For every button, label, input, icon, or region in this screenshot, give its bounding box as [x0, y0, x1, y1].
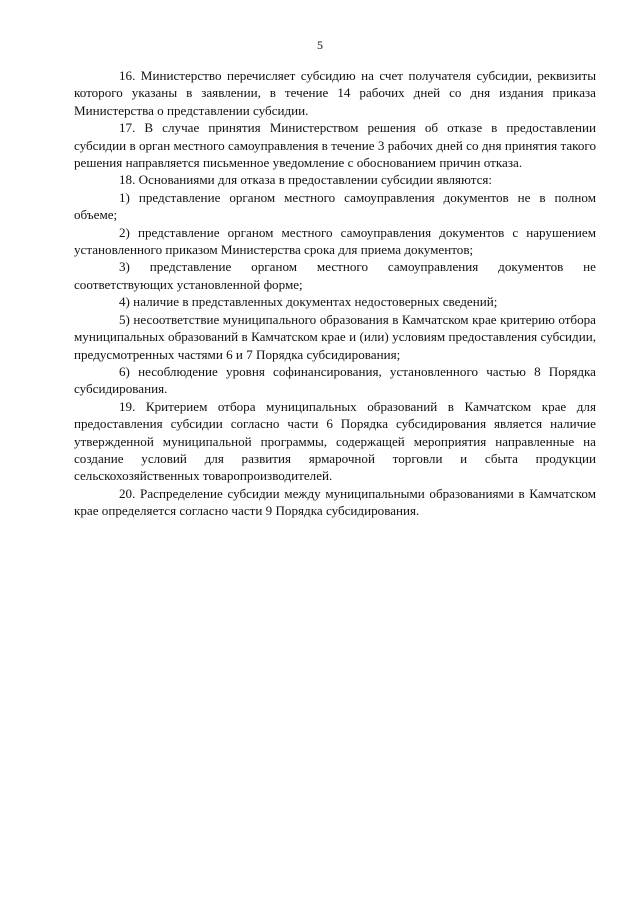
list-item-6: 6) несоблюдение уровня софинансирования, установленного частью 8 Порядка субсидирования. — [74, 363, 596, 397]
paragraph-17: 17. В случае принятия Министерством решения об отказе в предоставлении субсидии в орган местного самоуправления в течение 3 рабочих дней со дня принятия такого решения направляется письменное уведомление с обоснованием причин отказа. — [74, 120, 596, 171]
list-item-2: 2) представление органом местного самоуправления документов с нарушением установленного приказом Министерства срока для приема документов; — [74, 224, 596, 258]
document-body — [74, 67, 596, 520]
paragraph-18: 18. Основаниями для отказа в предоставлении субсидии являются: — [119, 172, 493, 188]
paragraph-16: 16. Министерство перечисляет субсидию на счет получателя субсидии, реквизиты которого указаны в заявлении, в течение 14 рабочих дней со дня издания приказа Министерства о представлении субсидии. — [74, 68, 596, 118]
paragraph-20: 20. Распределение субсидии между муниципальными образованиями в Камчатском крае определяется согласно части 9 Порядка субсидирования. — [74, 485, 596, 519]
paragraph-19: 19. Критерием отбора муниципальных образований в Камчатском крае для предоставления субсидии согласно части 6 Порядка субсидирования является наличие утвержденной муниципальной программы, содержащей мероприятия направленные на создание условий для развития ярмарочной торговли и сбыта продукции сельскохозяйственных товаропроизводителей. — [74, 398, 596, 484]
list-item-3: 3) представление органом местного самоуправления документов не соответствующих установленной форме; — [74, 259, 596, 292]
list-item-1: 1) представление органом местного самоуправления документов не в полном объеме; — [74, 189, 596, 223]
page-number: 5 — [317, 38, 323, 52]
list-item-4: 4) наличие в представленных документах недостоверных сведений; — [119, 294, 498, 310]
list-item-5: 5) несоответствие муниципального образования в Камчатском крае критерию отбора муниципальных образований в Камчатском крае и (или) условиям предоставления субсидии, предусмотренных частями 6 и 7 Порядка субсидирования; — [74, 311, 596, 362]
